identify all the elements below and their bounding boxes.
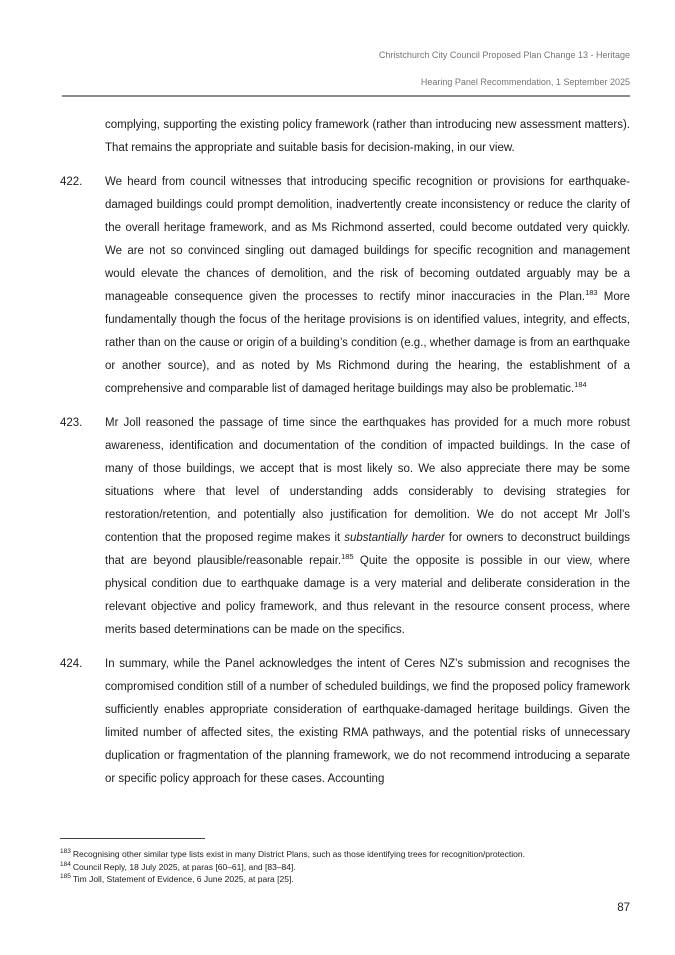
paragraph-text: We heard from council witnesses that introducing specific recognition or provisions for earthquake-damaged buildings could prompt demolition, inadvertently create inconsistency or reduce the clarity of the overall heritage framework, and as Ms Richmond asserted, could become outdated very quickly. We are not so convinced singling out damaged buildings for specific recognition and management would elevate the chances of demolition, and the risk of becoming outdated arguably may be a manageable consequence given the processes to rectify minor inaccuracies in the Plan.$^{183}$ More fundamentally though the focus of the heritage provisions is on identified values, integrity, and effects, rather than on the cause or origin of a building’s condition (e.g., whether damage is from an earthquake or another source), and as noted by Ms Richmond during the hearing, the establishment of a comprehensive and comparable list of damaged heritage buildings may also be problematic.$^{184}$ — [105, 176, 630, 395]
footnote-marker: 183 — [60, 848, 71, 856]
numbered-paragraph-424 — [60, 653, 630, 791]
page-number: 87 — [617, 902, 630, 914]
footnote-divider — [60, 838, 205, 839]
header-subtitle: Hearing Panel Recommendation, 1 September 2025 — [420, 77, 630, 87]
paragraph-text: Mr Joll reasoned the passage of time since the earthquakes has provided for a much more robust awareness, identification and documentation of the condition of impacted buildings. In the case of many of those buildings, we accept that is most likely so. We also appreciate there may be some situations where that level of understanding adds considerably to devising strategies for restoration/retention, and potentially also justification for demolition. We do not accept Mr Joll’s contention that the proposed regime makes it substantially harder for owners to deconstruct buildings that are beyond plausible/reasonable repair.$^{185}$ Quite the opposite is possible in our view, where physical condition due to earthquake damage is a very material and deliberate consideration in the relevant objective and policy framework, and thus relevant in the resource consent process, where merits based determinations can be made on the specifics. — [105, 417, 630, 636]
footnote-184 — [60, 861, 630, 874]
document-body — [60, 114, 630, 802]
paragraph-text: In summary, while the Panel acknowledges the intent of Ceres NZ’s submission and recognises the compromised condition still of a number of scheduled buildings, we find the proposed policy framework sufficiently enables appropriate consideration of earthquake-damaged heritage buildings. Given the limited number of affected sites, the existing RMA pathways, and the potential risks of unnecessary duplication or fragmentation of the planning framework, we do not recommend introducing a separate or specific policy approach for these cases. Accounting — [105, 658, 630, 785]
paragraph-continuation: complying, supporting the existing policy framework (rather than introducing new assessment matters). That remains the appropriate and suitable basis for decision-making, in our view. — [105, 119, 630, 154]
numbered-paragraph-422 — [60, 171, 630, 401]
footnote-text: Council Reply, 18 July 2025, at paras [60–61], and [83–84]. — [72, 861, 296, 872]
header-title: Christchurch City Council Proposed Plan Change 13 - Heritage — [378, 50, 630, 60]
paragraph-number: 424. — [60, 658, 83, 670]
paragraph-number: 422. — [60, 176, 83, 188]
footnote-183 — [60, 848, 630, 861]
paragraph-number: 423. — [60, 417, 83, 429]
footnotes-section — [60, 838, 630, 886]
footnote-185 — [60, 873, 630, 886]
footnote-marker: 185 — [60, 873, 71, 881]
header-divider — [62, 95, 630, 97]
numbered-paragraph-423 — [60, 412, 630, 642]
page-header — [62, 50, 630, 87]
footnote-text: Recognising other similar type lists exist in many District Plans, such as those identifying trees for recognition/protection. — [72, 849, 525, 859]
footnote-text: Tim Joll, Statement of Evidence, 6 June 2025, at para [25]. — [72, 874, 294, 884]
footnote-marker: 184 — [60, 860, 71, 868]
